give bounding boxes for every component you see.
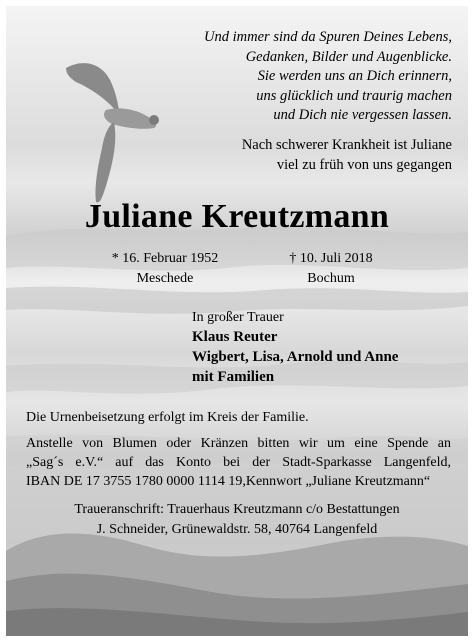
poem-line: uns glücklich und traurig machen <box>256 87 452 104</box>
burial-note: Die Urnenbeisetzung erfolgt im Kreis der Familie. <box>26 410 309 425</box>
donation-line: „Sag´s e.V.“ auf das Konto bei der Stadt-Sparkasse Langenfeld, <box>26 455 451 470</box>
intro-line: Nach schwerer Krankheit ist Juliane <box>241 137 452 153</box>
poem-line: und Dich nie vergessen lassen. <box>273 107 452 123</box>
donation-request <box>26 434 451 491</box>
poem-line: Sie werden uns an Dich erinnern, <box>257 68 452 84</box>
birth-info <box>90 249 240 289</box>
intro-statement <box>152 136 452 175</box>
mourning-address <box>6 500 468 539</box>
mourners-names <box>192 327 398 387</box>
notice-body <box>26 408 451 491</box>
poem-line: Gedanken, Bilder und Augenblicke. <box>245 48 452 65</box>
address-line: Traueranschrift: Trauerhaus Kreutzmann c/o Bestattungen <box>74 502 400 517</box>
mourner-name: mit Familien <box>192 369 275 385</box>
death-place: Bochum <box>307 271 355 286</box>
intro-line: viel zu früh von uns gegangen <box>276 156 452 173</box>
birth-place: Meschede <box>136 271 194 286</box>
mourners-block <box>192 308 398 387</box>
donation-line: Anstelle von Blumen oder Kränzen bitten wir um eine Spende an <box>26 436 451 451</box>
deceased-name: Juliane Kreutzmann <box>84 198 390 235</box>
death-info <box>256 249 406 289</box>
death-date: † 10. Juli 2018 <box>289 251 373 266</box>
donation-line: IBAN DE 17 3755 1780 0000 1114 19,Kennwort „Juliane Kreutzmann“ <box>26 474 431 489</box>
poem <box>152 28 452 126</box>
poem-line: Und immer sind da Spuren Deines Lebens, <box>204 29 452 45</box>
address-line: J. Schneider, Grünewaldstr. 58, 40764 Langenfeld <box>96 521 378 537</box>
birth-date: * 16. Februar 1952 <box>111 251 219 266</box>
mourner-name: Wigbert, Lisa, Arnold und Anne <box>192 349 399 365</box>
mourners-intro: In großer Trauer <box>192 310 284 325</box>
obituary-notice <box>6 6 468 636</box>
mourner-name: Klaus Reuter <box>192 329 278 345</box>
